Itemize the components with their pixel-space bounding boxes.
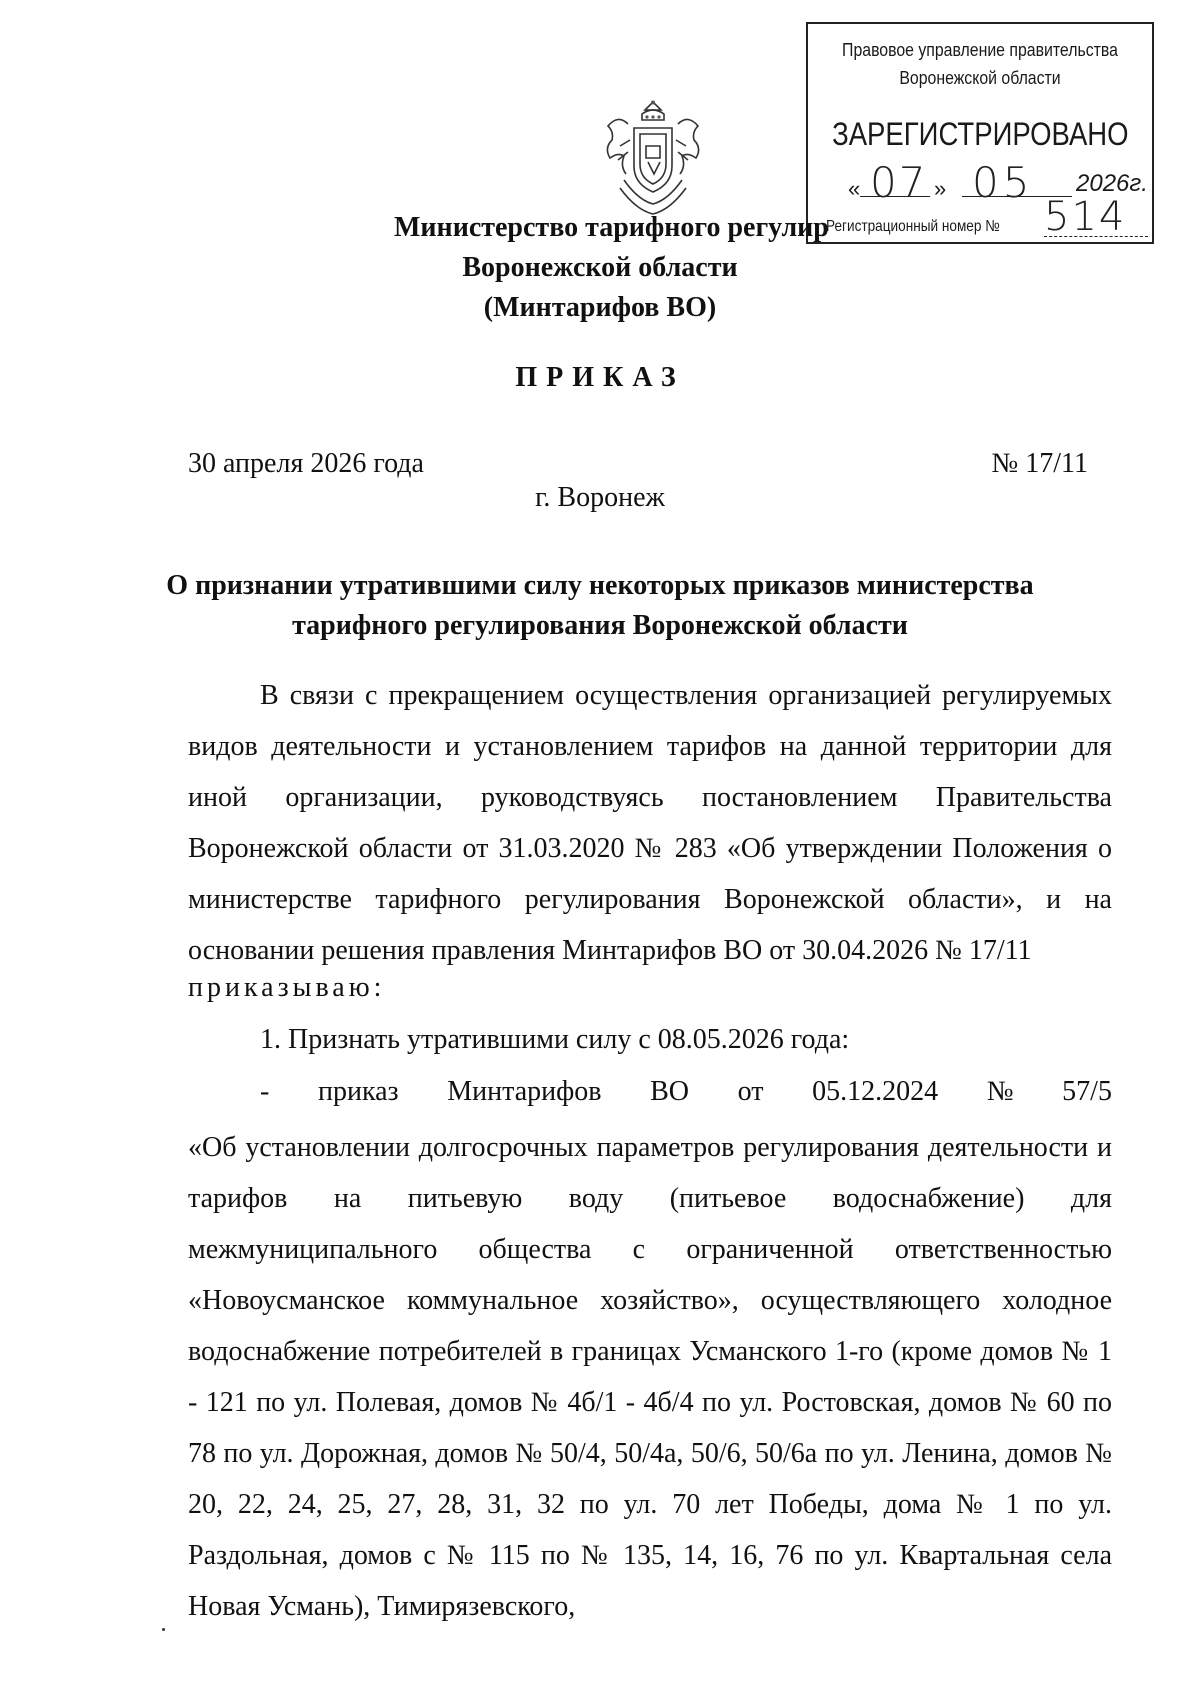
preamble-paragraph: В связи с прекращением осуществления организацией регулируемых видов деятельности и установлением тарифов на данной территории для иной организации, руководствуясь постановлением Правительства Воронежской области от 31.03.2020 № 283 «Об утверждении Положения о министерстве тарифного регулирования Воронежской области», и на основании решения правления Минтарифов ВО от 30.04.2026 № 17/11: [188, 680, 1112, 966]
order-city: г. Воронеж: [535, 482, 665, 513]
ref-word-ministry: Минтарифов: [447, 1076, 602, 1107]
ref-number: 57/5: [1062, 1076, 1112, 1107]
scan-speck: [162, 1628, 165, 1631]
coat-of-arms-emblem: [598, 100, 708, 218]
ministry-name-line-2: Воронежской области: [462, 252, 738, 283]
stamp-month: 05: [972, 158, 1034, 207]
stamp-quote-open: «: [848, 176, 861, 201]
stamp-reg-number: 514: [1044, 194, 1127, 240]
ministry-name-line-1: Министерство тарифного регулир: [394, 212, 829, 243]
order-number: № 17/11: [991, 448, 1088, 479]
order-title: ПРИКАЗ: [515, 362, 685, 393]
order-subject: О признании утратившими силу некоторых приказов министерства тарифного регулирования Воронежской области: [166, 570, 1034, 641]
item-1-paragraph: «Об установлении долгосрочных параметров регулирования деятельности и тарифов на питьевую воду (питьевое водоснабжение) для межмуниципального общества с ограниченной ответственностью «Новоусманское коммунальное хозяйство», осуществляющего холодное водоснабжение потребителей в границах Усманского 1-го (кроме домов № 1 - 121 по ул. Полевая, домов № 4б/1 - 4б/4 по ул. Ростовская, домов № 60 по 78 по ул. Дорожная, домов № 50/4, 50/4а, 50/6, 50/6а по ул. Ленина, домов № 20, 22, 24, 25, 27, 28, 31, 32 по ул. 70 лет Победы, дома № 1 по ул. Раздольная, домов с № 115 по № 135, 14, 16, 76 по ул. Квартальная села Новая Усмань), Тимирязевского,: [188, 1132, 1112, 1622]
stamp-day-underline: [860, 196, 930, 197]
stamp-quote-close: »: [934, 176, 947, 201]
ref-word-from: от: [737, 1076, 764, 1107]
stamp-reg-label: Регистрационный номер №: [826, 218, 1000, 235]
item-1: 1. Признать утратившими силу с 08.05.2026 года:: [260, 1024, 850, 1055]
ref-date: 05.12.2024: [812, 1076, 939, 1107]
registration-stamp: [806, 22, 1154, 244]
ministry-name-line-3: (Минтарифов ВО): [483, 292, 717, 323]
ref-number-sign: №: [986, 1076, 1014, 1107]
ref-dash: -: [260, 1076, 270, 1107]
stamp-line-2: Воронежской области: [899, 68, 1061, 88]
ref-word-order: приказ: [317, 1076, 399, 1107]
stamp-registered: ЗАРЕГИСТРИРОВАНО: [832, 116, 1129, 152]
order-date: 30 апреля 2026 года: [188, 448, 424, 479]
stamp-day: 07: [870, 158, 928, 207]
decree-word: приказываю:: [188, 972, 386, 1003]
ref-word-vo: ВО: [650, 1076, 690, 1107]
stamp-line-1: Правовое управление правительства: [842, 40, 1118, 60]
stamp-reg-underline: [1044, 236, 1148, 237]
order-reference-line: [260, 1076, 1112, 1108]
stamp-year: 2026г.: [1076, 170, 1148, 197]
